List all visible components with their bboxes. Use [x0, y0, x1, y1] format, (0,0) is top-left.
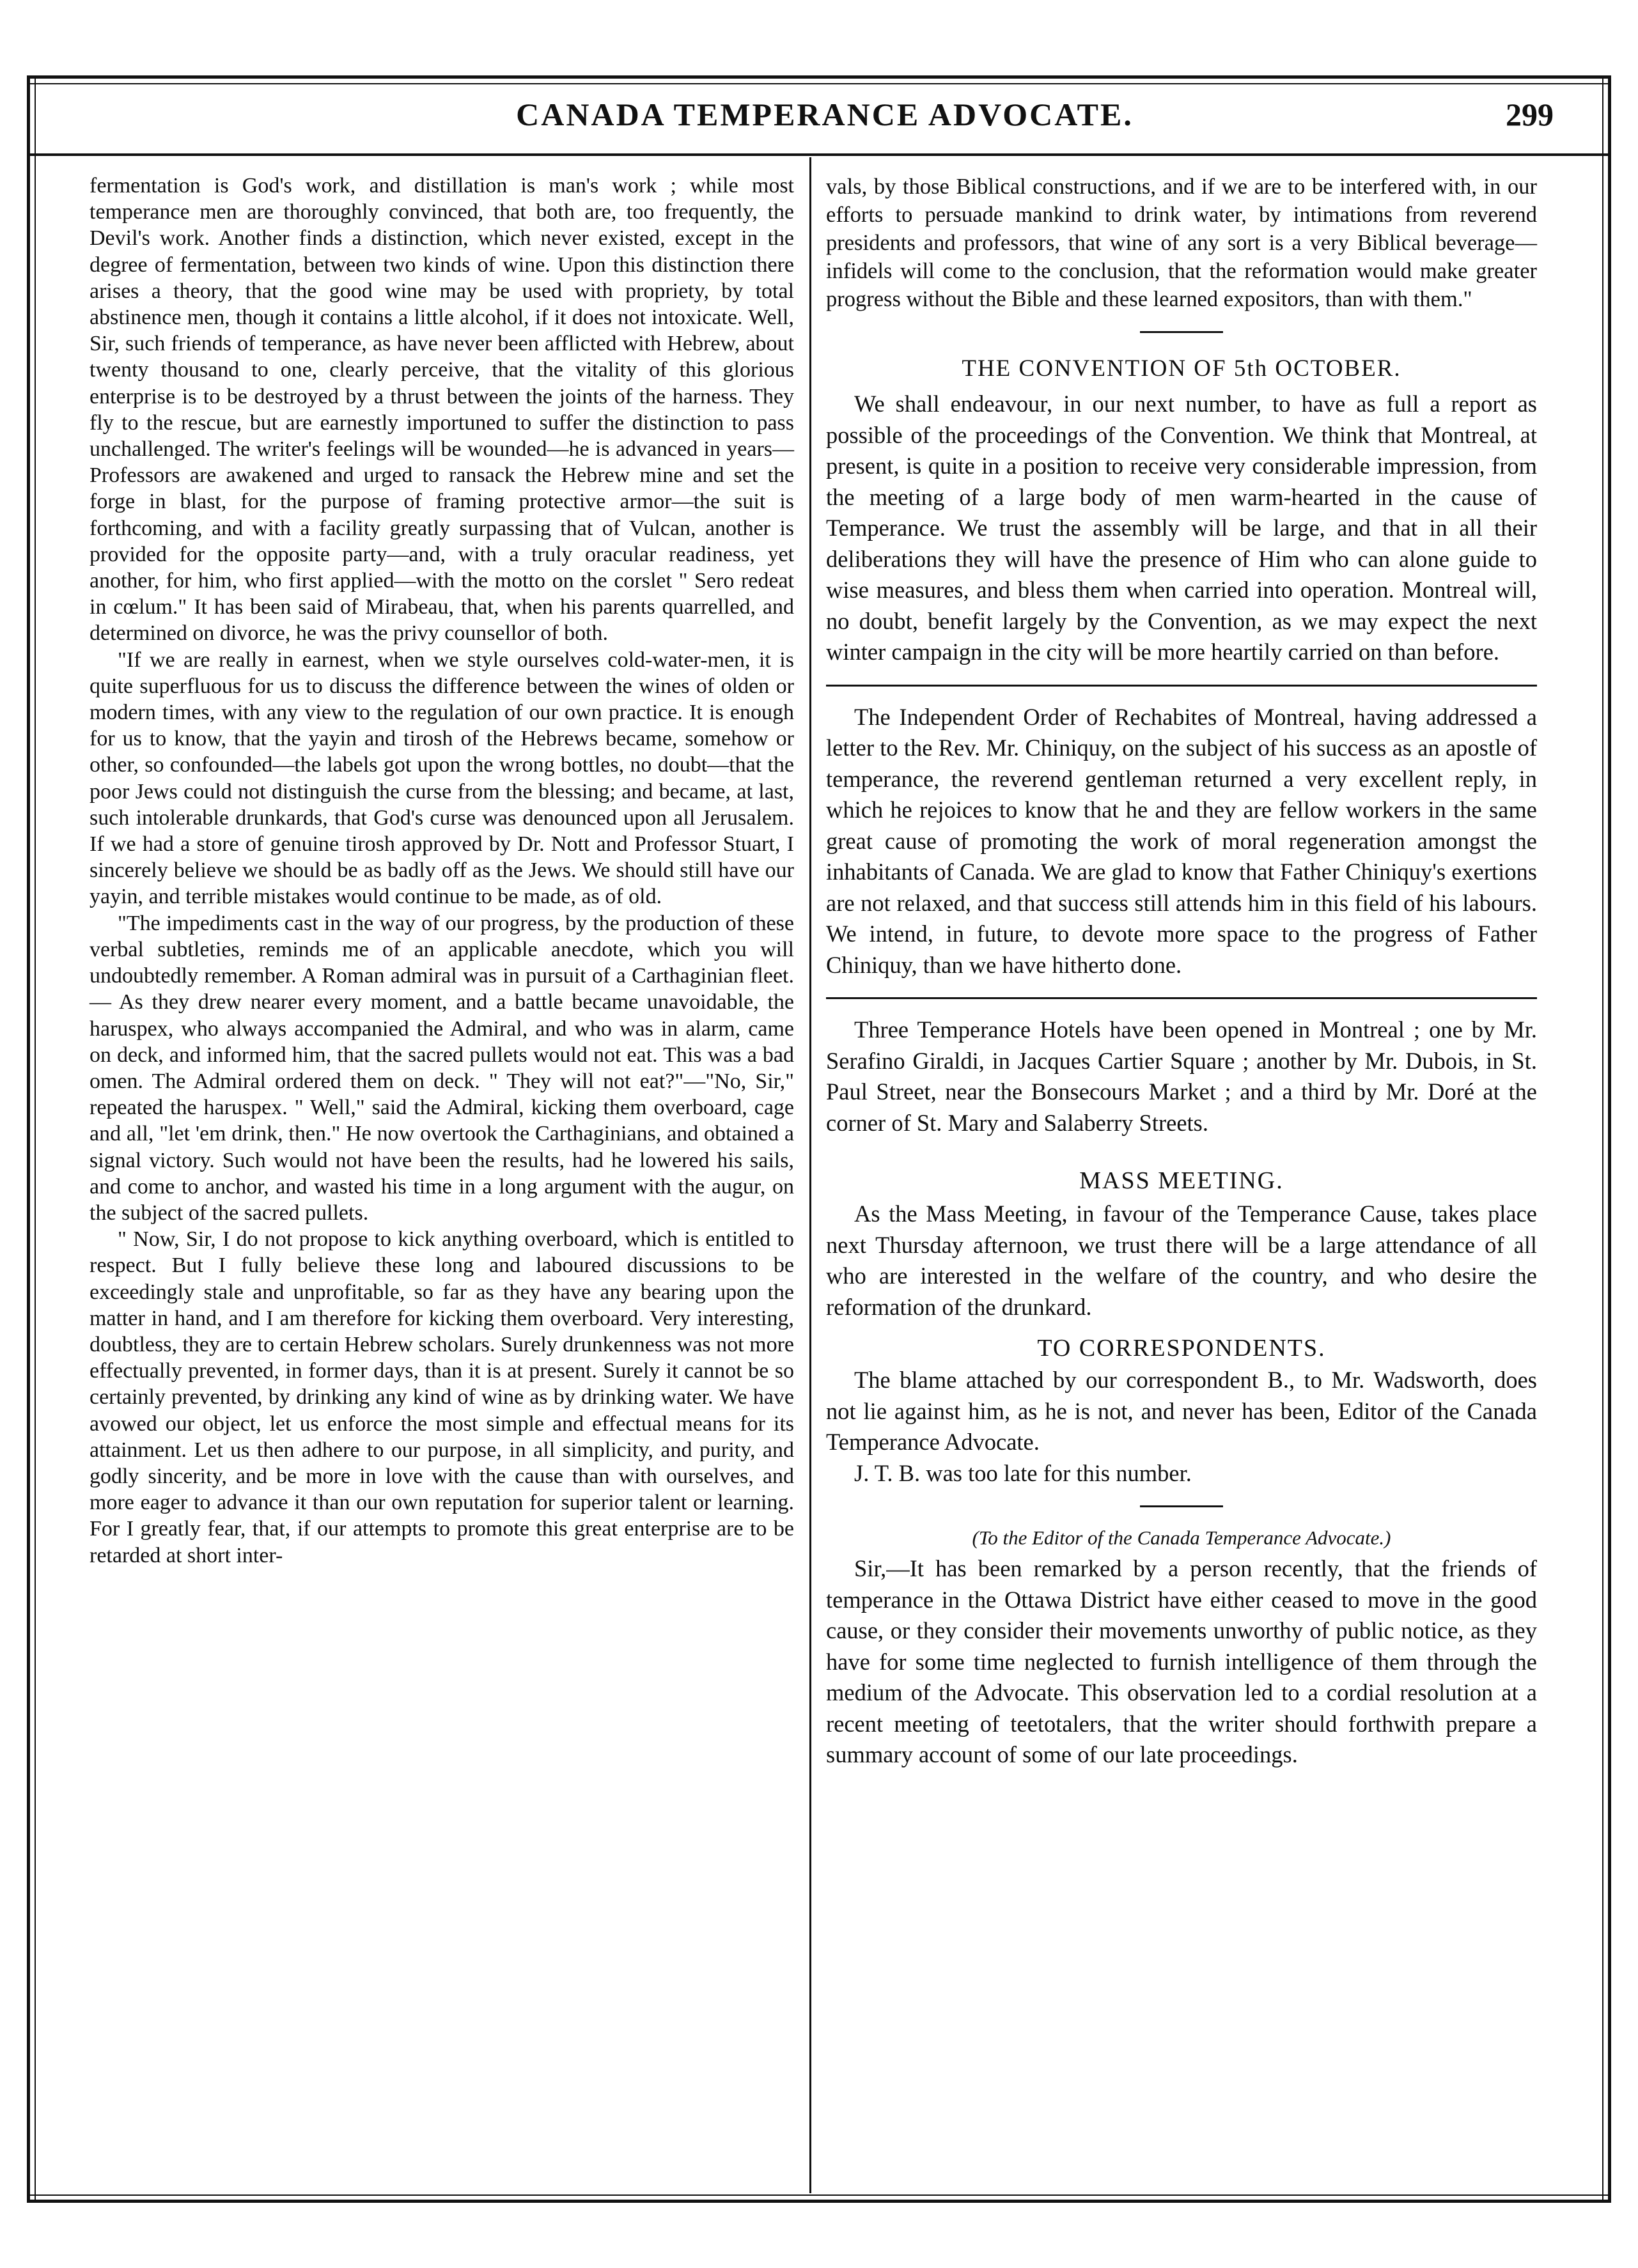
left-border-inner	[35, 75, 36, 2203]
correspondents-article: The blame attached by our correspondent B., to Mr. Wadsworth, does not lie against him, as he is not, and never has been, Editor of the Canada Temperance Advocate.	[826, 1367, 1537, 1455]
bottom-border-outer	[27, 2200, 1611, 2203]
left-paragraph: "If we are really in earnest, when we style ourselves cold-water-men, it is quite superfluous for us to discuss the difference between the wines of olden or modern times, with any view to the regulation of our own practice. It is enough for us to know, that the yayin and tirosh of the Hebrews became, somehow or other, so confounded—the labels got upon the wrong bottles, no doubt—that the poor Jews could not distinguish the curse from the blessing; and became, at last, such intolerable drunkards, that God's curse was denounced upon all Jerusalem. If we had a store of genuine tirosh approved by Dr. Nott and Professor Stuart, I sincerely believe we should be as badly off as the Jews. We should still have our yayin, and terrible mistakes would continue to be made, as of old.	[90, 648, 794, 909]
mass-meeting-heading: MASS MEETING.	[1079, 1167, 1284, 1194]
mass-meeting-article: As the Mass Meeting, in favour of the Temperance Cause, takes place next Thursday afternoon, we trust there will be a large attendance of all who are interested in the welfare of the country, and who desire the reformation of the drunkard.	[826, 1200, 1537, 1320]
hotels-article: Three Temperance Hotels have been opened in Montreal ; one by Mr. Serafino Giraldi, in Jacques Cartier Square ; another by Mr. Dubois, in St. Paul Street, near the Bonsecours Market ; and a third by Mr. Doré at the corner of St. Mary and Salaberry Streets.	[826, 1016, 1537, 1136]
convention-heading: THE CONVENTION OF 5th OCTOBER.	[962, 355, 1401, 382]
column-divider	[809, 157, 811, 2193]
right-border-inner	[1602, 75, 1603, 2203]
bottom-border-inner	[27, 2194, 1611, 2196]
left-paragraph: "The impediments cast in the way of our progress, by the production of these verbal subtleties, reminds me of an applicable anecdote, which you will undoubtedly remember. A Roman admiral was in pursuit of a Carthaginian fleet.— As they drew nearer every moment, and a battle became unavoidable, the haruspex, who always accompanied the Admiral, and who was in alarm, came on deck, and informed him, that the sacred pullets would not eat. This was a bad omen. The Admiral ordered them on deck. " They will not eat?"—"No, Sir," repeated the haruspex. " Well," said the Admiral, kicking them overboard, cage and all, "let 'em drink, then." He now overtook the Carthaginians, and obtained a signal victory. Such would not have been the results, had he lowered his sails, and come to anchor, and wasted his time in a long argument with the augur, on the subject of the sacred pullets.	[90, 911, 794, 1225]
section-divider	[826, 997, 1537, 999]
letter-caption: (To the Editor of the Canada Temperance Advocate.)	[972, 1526, 1391, 1549]
page-header	[83, 96, 1566, 147]
short-divider	[1140, 331, 1223, 333]
top-border-inner	[27, 83, 1611, 84]
continued-paragraph: vals, by those Biblical constructions, and if we are to be interfered with, in our efforts to persuade mankind to drink water, by intimations from reverend presidents and professors, that wine of any sort is a very Biblical beverage—infidels will come to the conclusion, that the reformation would make greater progress without the Bible and these learned expositors, than with them."	[826, 175, 1537, 311]
left-paragraph: " Now, Sir, I do not propose to kick anything overboard, which is entitled to respect. But I fully believe these long and laboured discussions to be exceedingly stale and unprofitable, so far as they have any bearing upon the matter in hand, and I am therefore for kicking them overboard. Very interesting, doubtless, they are to certain Hebrew scholars. Surely drunkenness was not more effectually prevented, in former days, than it is at present. Surely it cannot be so certainly prevented, by drinking any kind of wine as by drinking water. We have avowed our object, let us enforce the most simple and effectual means for its attainment. Let us then adhere to our purpose, in all simplicity, and purity, and godly sincerity, and be more in love with the cause than with ourselves, and more eager to advance it than our own reputation for superior talent or learning. For I greatly fear, that, if our attempts to promote this great enterprise are to be retarded at short inter-	[90, 1227, 794, 1567]
right-column	[826, 173, 1537, 1771]
page-number: 299	[1506, 97, 1554, 132]
convention-article: We shall endeavour, in our next number, to have as full a report as possible of the proceedings of the Convention. We think that Montreal, at present, is quite in a position to receive very considerable impression, from the meeting of a large body of men warm-hearted in the cause of Temperance. We trust the assembly will be large, and that in all their deliberations they will have the presence of Him who can alone guide to wise measures, and bless them when carried into operation. Montreal will, no doubt, benefit largely by the Convention, as we may expect the next winter campaign in the city will be more heartily carried on than before.	[826, 391, 1537, 665]
rechabites-article: The Independent Order of Rechabites of Montreal, having addressed a letter to the Rev. Mr. Chiniquy, on the subject of his success as an apostle of temperance, the reverend gentleman returned a very excellent reply, in which he rejoices to know that he and they are fellow workers in the same great cause of promoting the work of moral regeneration amongst the inhabitants of Canada. We are glad to know that Father Chiniquy's exertions are not relaxed, and that success still attends him in this field of his labours. We intend, in future, to devote more space to the progress of Father Chiniquy, than we have hitherto done.	[826, 703, 1537, 978]
left-paragraph: fermentation is God's work, and distillation is man's work ; while most temperance men are thoroughly convinced, that both are, too frequently, the Devil's work. Another finds a distinction, which never existed, except in the degree of fermentation, between two kinds of wine. Upon this distinction there arises a theory, that the good wine may be used with propriety, by total abstinence men, though it contains a little alcohol, if it does not intoxicate. Well, Sir, such friends of temperance, as have never been afflicted with Hebrew, about twenty thousand to one, clearly perceive, that the vitality of this glorious enterprise is to be destroyed by a thrust between the joints of the harness. They fly to the rescue, but are earnestly importuned to suffer the distinction to pass unchallenged. The writer's feelings will be wounded—he is advanced in years—Professors are awakened and urged to ransack the Hebrew mine and set the forge in blast, for the purpose of framing protective armor—the suit is forthcoming, and with a facility greatly surpassing that of Vulcan, another is provided for the opposite party—and, with a truly oracular readiness, yet another, for him, who first applied—with the motto on the corslet " Sero redeat in cœlum." It has been said of Mirabeau, that, when his parents quarrelled, and determined on divorce, he was the privy counsellor of both.	[90, 174, 794, 646]
top-border-outer	[27, 75, 1611, 79]
section-divider	[826, 685, 1537, 687]
left-column	[90, 173, 794, 1569]
right-border-outer	[1608, 75, 1611, 2203]
correspondents-note: J. T. B. was too late for this number.	[854, 1459, 1192, 1486]
short-divider	[1140, 1505, 1223, 1507]
letter-body: Sir,—It has been remarked by a person recently, that the friends of temperance in the Ottawa District have either ceased to move in the good cause, or they consider their movements unworthy of public notice, as they have for some time neglected to furnish intelligence of them through the medium of the Advocate. This observation led to a cordial resolution at a recent meeting of teetotalers, that the writer should forthwith prepare a summary account of some of our late proceedings.	[826, 1555, 1537, 1767]
correspondents-heading: TO CORRESPONDENTS.	[1037, 1335, 1326, 1362]
left-border-outer	[27, 75, 30, 2203]
header-underline	[27, 153, 1611, 156]
newspaper-title: CANADA TEMPERANCE ADVOCATE.	[516, 97, 1134, 132]
